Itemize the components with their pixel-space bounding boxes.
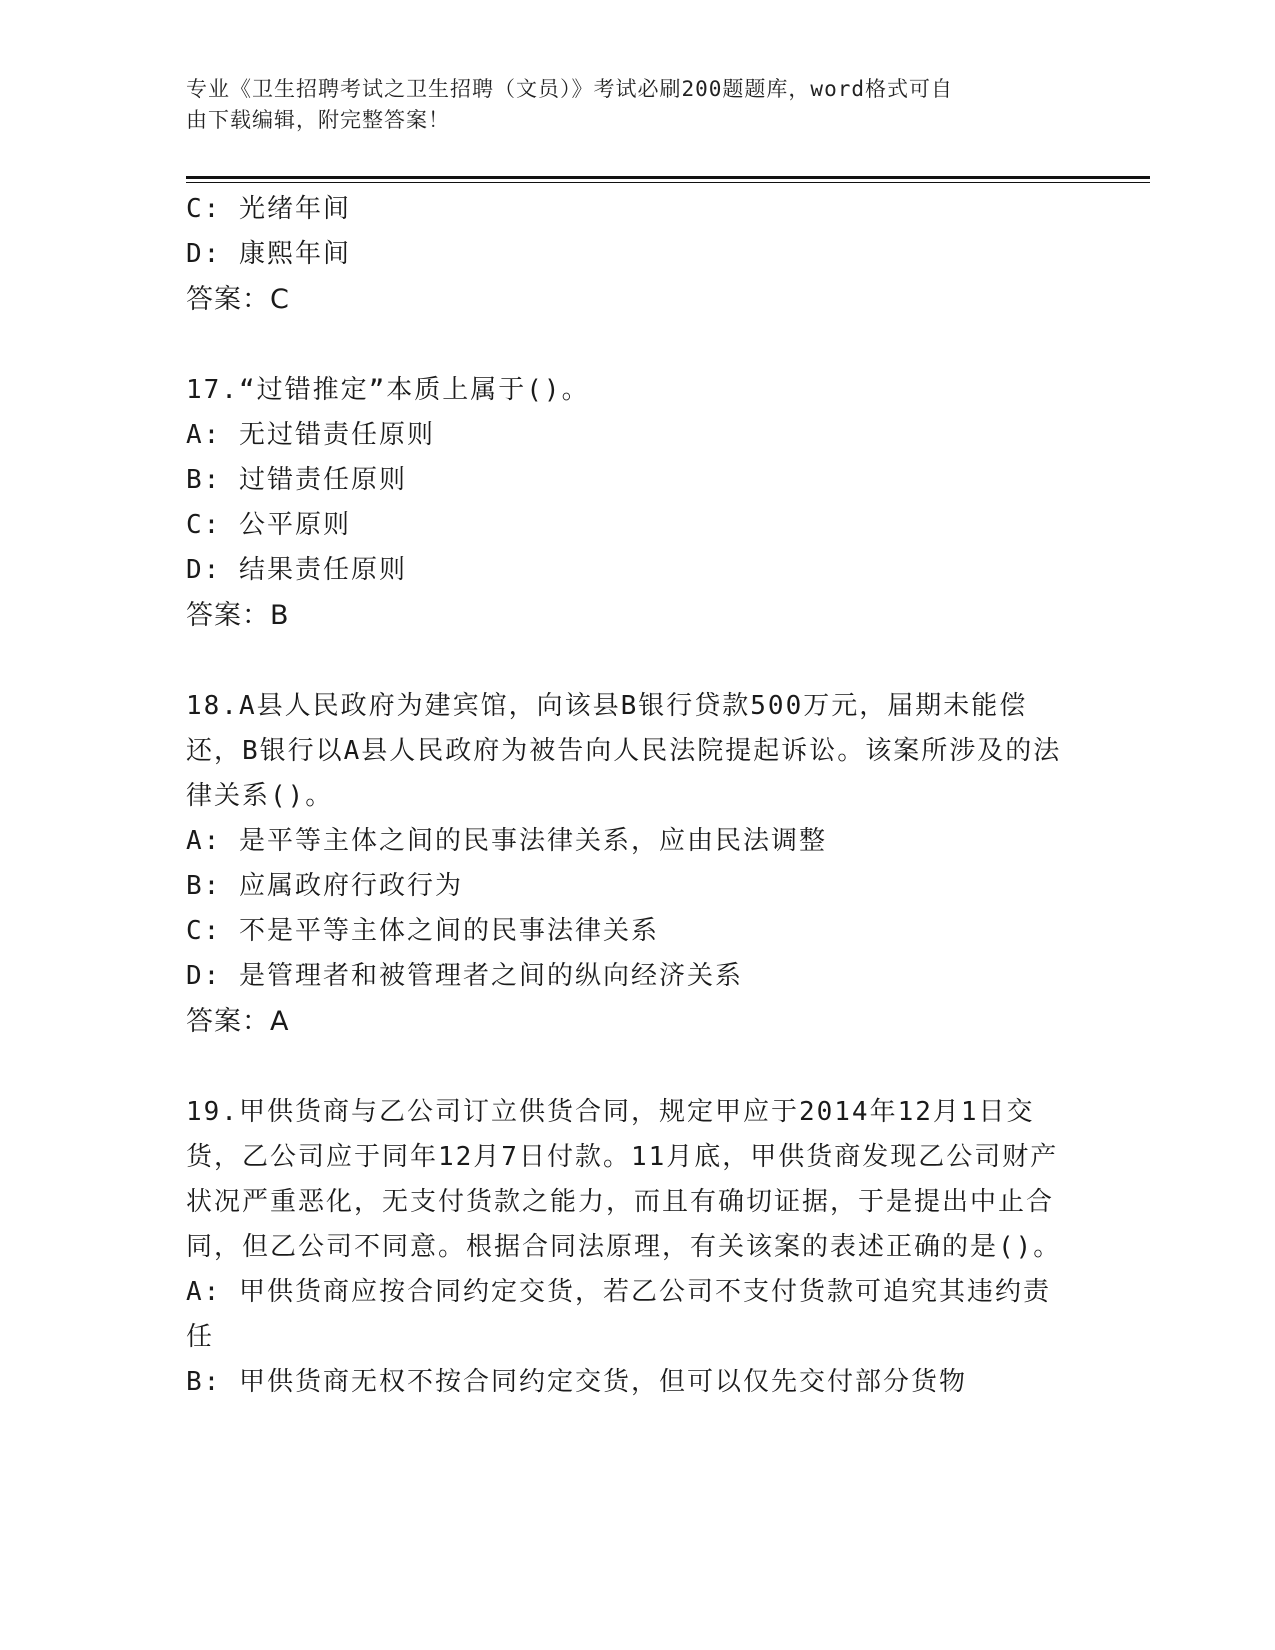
question-16-option-d: D: 康熙年间 — [186, 239, 351, 269]
question-16-tail — [186, 187, 1076, 322]
spacer — [186, 638, 1076, 684]
question-content — [186, 187, 1076, 1405]
question-17-answer: 答案：B — [186, 600, 290, 631]
question-19-option-b: B: 甲供货商无权不按合同约定交货，但可以仅先交付部分货物 — [186, 1367, 967, 1397]
page-header — [186, 74, 1066, 136]
question-18-answer: 答案：A — [186, 1006, 290, 1037]
header-title-line-2: 由下载编辑，附完整答案！ — [186, 108, 450, 132]
question-18 — [186, 684, 1076, 1044]
question-17-option-d: D: 结果责任原则 — [186, 555, 407, 585]
question-18-option-a: A: 是平等主体之间的民事法律关系，应由民法调整 — [186, 826, 827, 856]
question-17-stem: 17.“过错推定”本质上属于()。 — [186, 375, 590, 405]
question-17-option-b: B: 过错责任原则 — [186, 465, 407, 495]
question-16-option-c: C: 光绪年间 — [186, 194, 351, 224]
question-19-option-a: A: 甲供货商应按合同约定交货，若乙公司不支付货款可追究其违约责任 — [186, 1277, 1051, 1352]
question-19 — [186, 1090, 1076, 1405]
question-18-option-c: C: 不是平等主体之间的民事法律关系 — [186, 916, 659, 946]
question-16-answer: 答案：C — [186, 284, 290, 315]
header-title-line-1: 专业《卫生招聘考试之卫生招聘（文员）》考试必刷200题题库，word格式可自 — [186, 77, 953, 101]
question-18-option-b: B: 应属政府行政行为 — [186, 871, 463, 901]
question-17-option-c: C: 公平原则 — [186, 510, 351, 540]
question-17 — [186, 368, 1076, 638]
question-18-option-d: D: 是管理者和被管理者之间的纵向经济关系 — [186, 961, 743, 991]
question-18-stem: 18.A县人民政府为建宾馆，向该县B银行贷款500万元，届期未能偿还，B银行以A县人民政府为被告向人民法院提起诉讼。该案所涉及的法律关系()。 — [186, 691, 1062, 811]
spacer — [186, 1044, 1076, 1090]
question-19-stem: 19.甲供货商与乙公司订立供货合同，规定甲应于2014年12月1日交货，乙公司应于同年12月7日付款。11月底，甲供货商发现乙公司财产状况严重恶化，无支付货款之能力，而且有确切证据，于是提出中止合同，但乙公司不同意。根据合同法原理，有关该案的表述正确的是()。 — [186, 1097, 1062, 1262]
question-17-option-a: A: 无过错责任原则 — [186, 420, 435, 450]
spacer — [186, 322, 1076, 368]
header-divider-thin — [186, 182, 1150, 183]
header-divider-thick — [186, 176, 1150, 179]
